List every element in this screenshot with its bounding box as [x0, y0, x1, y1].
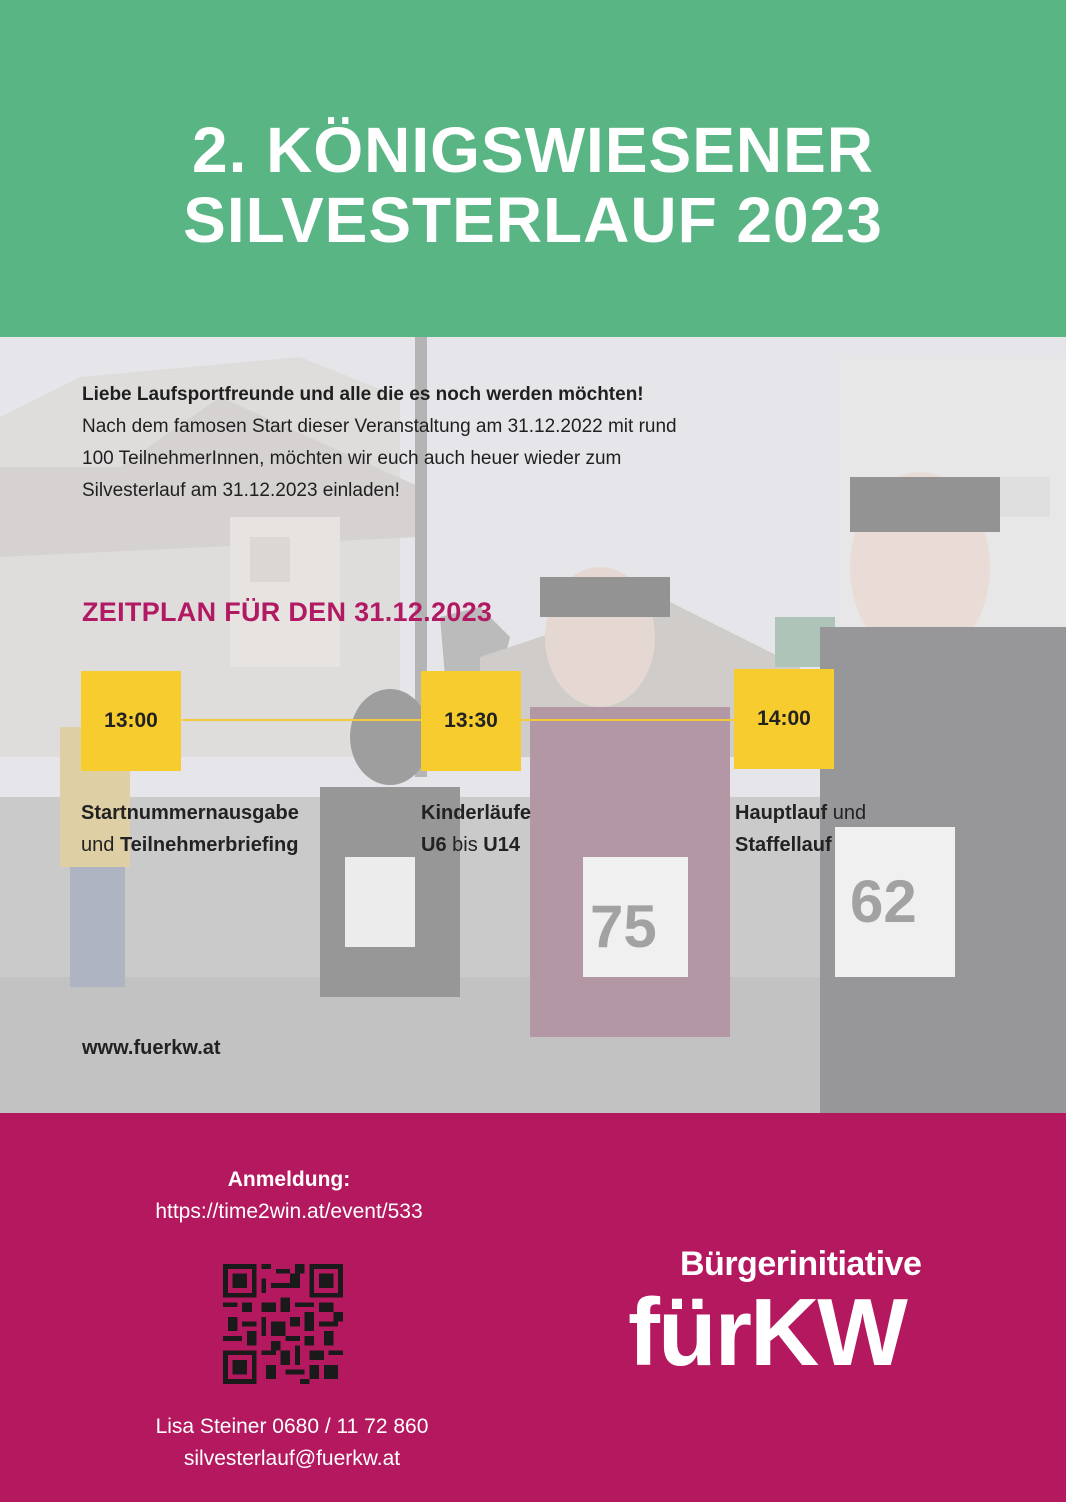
desc2-u6: U6 [421, 834, 447, 856]
desc3-post: und [827, 802, 867, 824]
desc2-mid: bis [446, 834, 484, 856]
intro-text [82, 379, 782, 507]
desc2-u14: U14 [483, 834, 520, 856]
schedule-heading: ZEITPLAN FÜR DEN 31.12.2023 [82, 597, 493, 627]
desc1-line2: Teilnehmerbriefing [119, 834, 299, 856]
contact-email-link[interactable]: silvesterlauf@fuerkw.at [183, 1447, 401, 1470]
schedule-desc-2 [421, 797, 531, 861]
event-title-line1: 2. KÖNIGSWIESENER [192, 114, 874, 186]
time-box-2: 13:30 [421, 671, 521, 771]
desc1-line1: Startnummernausgabe [81, 802, 299, 824]
intro-lead: Liebe Laufsportfreunde und alle die es noch werden möchten! [82, 384, 644, 405]
intro-line3: Silvesterlauf am 31.12.2023 einladen! [82, 480, 400, 501]
desc1-pre: und [81, 834, 120, 856]
contact-person: Lisa Steiner 0680 / 11 72 860 [155, 1415, 429, 1438]
intro-line1: Nach dem famosen Start dieser Veranstaltung am 31.12.2022 mit rund [82, 416, 677, 437]
header-banner [0, 0, 1066, 337]
desc3-line2: Staffellauf [735, 834, 832, 856]
time-box-1: 13:00 [81, 671, 181, 771]
timeline-line [182, 719, 422, 721]
desc2-line1: Kinderläufe [421, 802, 532, 824]
event-title-line2: SILVESTERLAUF 2023 [183, 184, 883, 256]
website-link[interactable]: www.fuerkw.at [82, 1037, 221, 1059]
logo-buergerinitiative: Bürgerinitiative [680, 1245, 922, 1283]
registration-label: Anmeldung: [227, 1168, 351, 1191]
runners-photo-section [0, 337, 1066, 1113]
intro-line2: 100 TeilnehmerInnen, möchten wir euch auch heuer wieder zum [82, 448, 622, 469]
time-box-3: 14:00 [734, 669, 834, 769]
qr-code-icon[interactable] [223, 1264, 343, 1384]
schedule-desc-3 [735, 797, 866, 861]
timeline-line [521, 719, 735, 721]
registration-url-link[interactable]: https://time2win.at/event/533 [155, 1200, 423, 1223]
schedule-desc-1 [81, 797, 299, 861]
logo-fuerkw: fürKW [628, 1279, 906, 1386]
desc3-line1: Hauptlauf [735, 802, 828, 824]
footer-section [0, 1113, 1066, 1502]
